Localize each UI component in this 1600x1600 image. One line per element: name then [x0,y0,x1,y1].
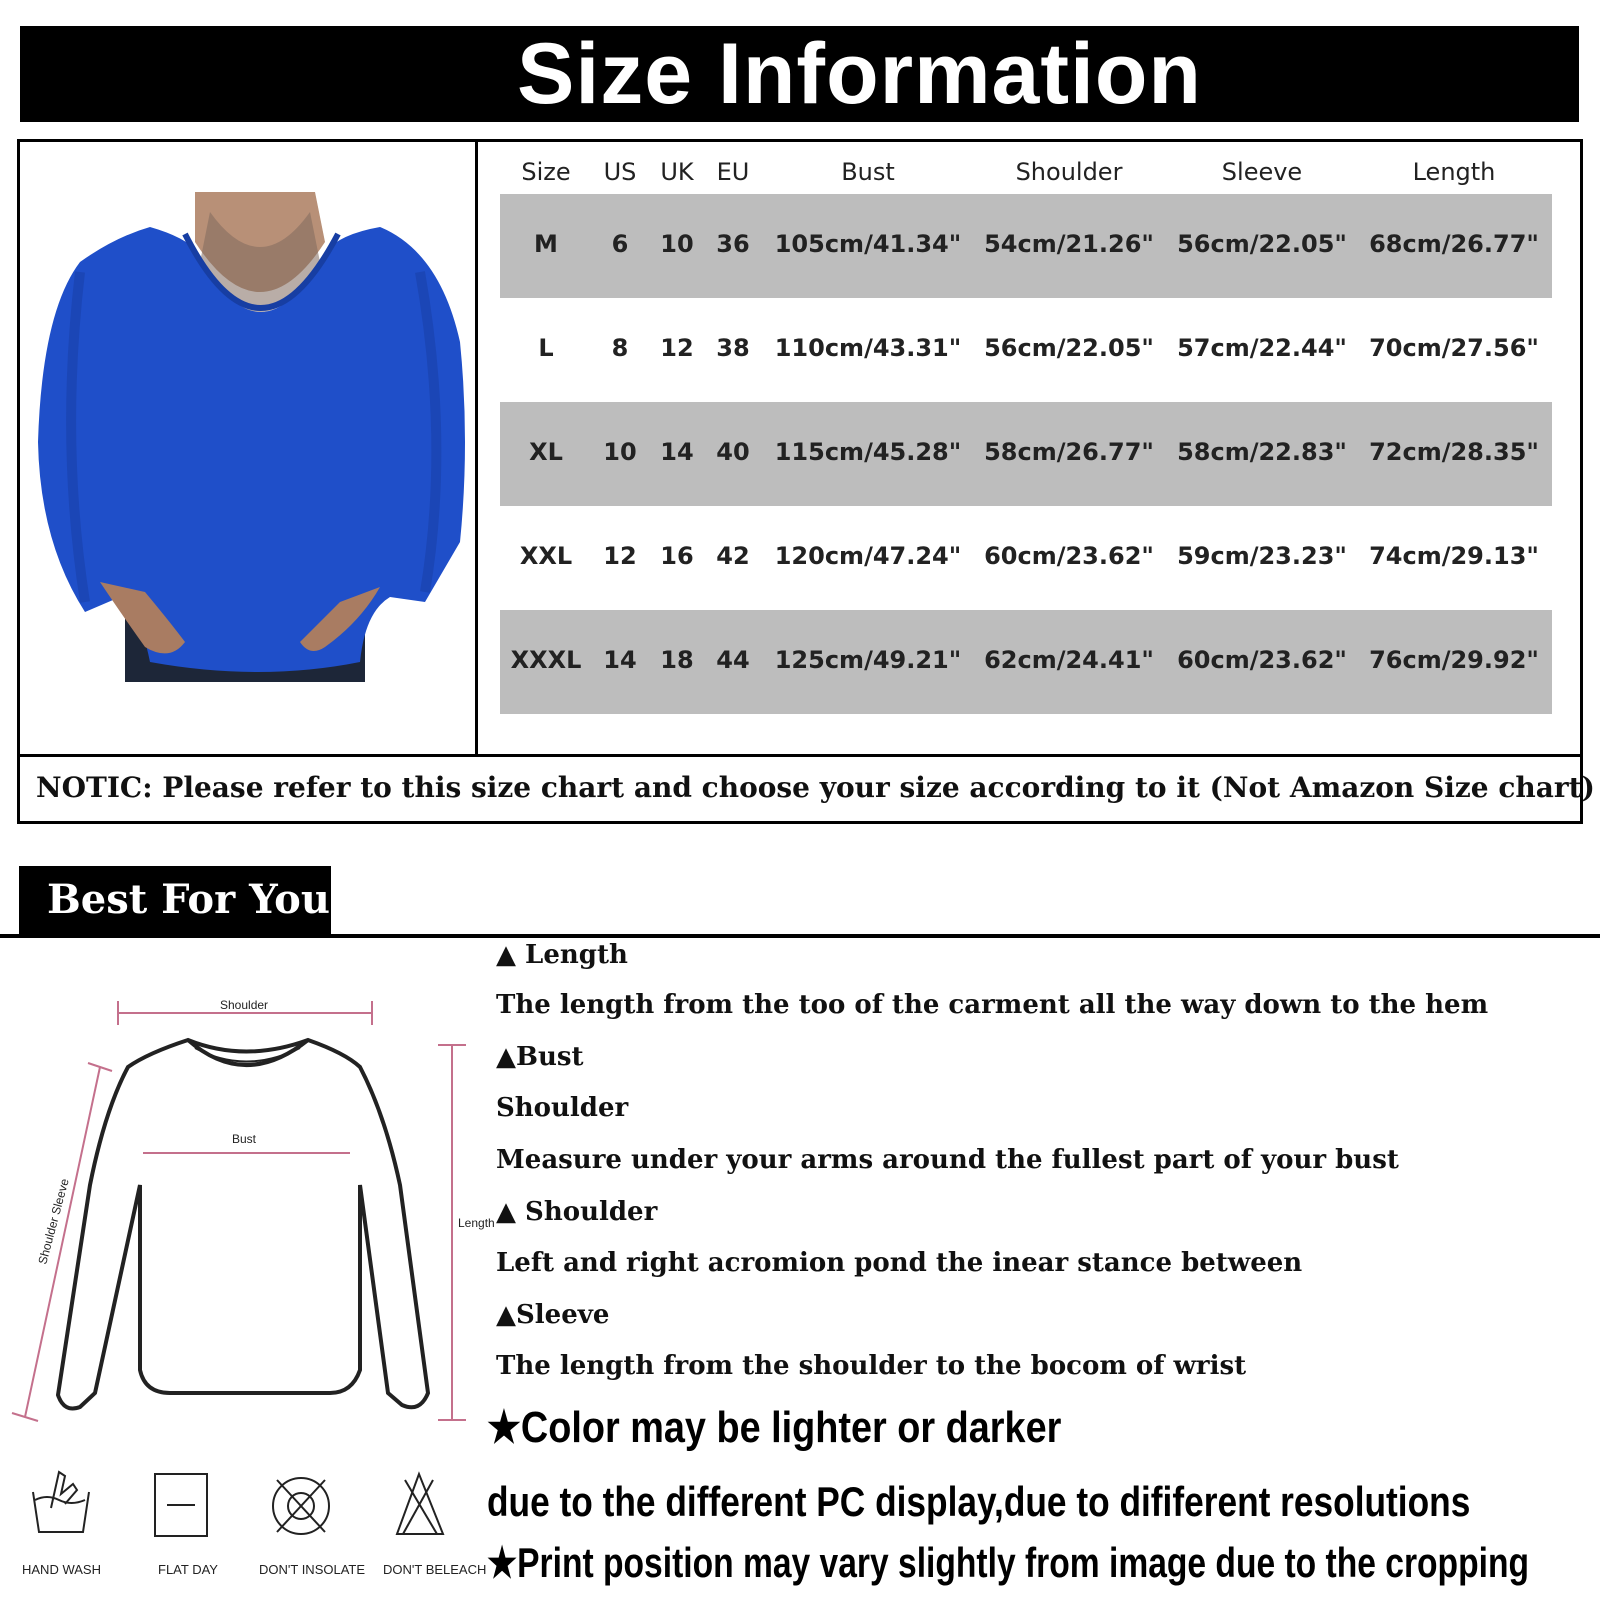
sweater-outline [58,1040,428,1409]
shoulder-diagram-label: Shoulder [220,998,269,1012]
size-notice: NOTIC: Please refer to this size chart and choose your size according to it (Not Amazon Size chart) [36,771,1595,804]
bust-extra-label: Shoulder [496,1093,629,1123]
hand-wash-label: HAND WASH [22,1562,101,1577]
table-cell: 60cm/23.62" [984,542,1154,570]
print-note: ★Print position may vary slightly from image due to the cropping [487,1539,1529,1586]
column-header: Bust [841,158,895,186]
table-cell: 12 [603,542,637,570]
table-cell: 16 [660,542,694,570]
table-cell: 8 [611,334,629,362]
table-cell: 125cm/49.21" [774,646,962,674]
column-header: UK [660,158,694,186]
table-cell: 59cm/23.23" [1177,542,1347,570]
size-table-header [500,152,1552,192]
table-cell: XXL [519,542,573,570]
shoulder-title: ▲ Shoulder [496,1197,658,1227]
color-note: ★Color may be lighter or darker [487,1403,1062,1452]
table-row [500,402,1552,506]
table-cell: M [534,230,558,258]
table-row [500,610,1552,714]
table-cell: 76cm/29.92" [1369,646,1539,674]
page-title: Size Information [517,26,1202,122]
column-header: EU [716,158,750,186]
table-cell: 120cm/47.24" [774,542,962,570]
best-for-you-label: Best For You [47,876,330,923]
sleeve-title: ▲Sleeve [496,1300,610,1330]
table-cell: 54cm/21.26" [984,230,1154,258]
sleeve-diagram-label: Shoulder Sleeve [35,1177,72,1266]
no-bleach-icon [397,1474,443,1534]
table-cell: 57cm/22.44" [1177,334,1347,362]
table-cell: 36 [716,230,750,258]
table-cell: 70cm/27.56" [1369,334,1539,362]
table-cell: 6 [611,230,629,258]
table-cell: 42 [716,542,750,570]
no-sun-label: DON'T INSOLATE [259,1562,366,1577]
care-icons [25,1470,475,1540]
length-title: ▲ Length [496,940,628,970]
table-cell: 58cm/26.77" [984,438,1154,466]
table-cell: 40 [716,438,750,466]
sleeve-description: The length from the shoulder to the bocom of wrist [496,1351,1247,1381]
column-header: US [603,158,637,186]
display-note: due to the different PC display,due to dififerent resolutions [487,1478,1471,1525]
table-row [500,194,1552,298]
flat-dry-icon [155,1474,207,1536]
table-row [500,298,1552,402]
table-cell: 10 [660,230,694,258]
column-header: Length [1412,158,1496,186]
model-sweater-image [20,142,475,754]
table-cell: 44 [716,646,750,674]
title-banner [20,26,1579,122]
table-cell: 68cm/26.77" [1369,230,1539,258]
length-diagram-label: Length [458,1216,495,1230]
no-sun-icon [273,1478,329,1534]
table-cell: 115cm/45.28" [774,438,962,466]
table-cell: 62cm/24.41" [984,646,1154,674]
table-cell: 60cm/23.62" [1177,646,1347,674]
table-cell: XXXL [510,646,582,674]
table-cell: 72cm/28.35" [1369,438,1539,466]
no-bleach-label: DON'T BELEACH [383,1562,487,1577]
table-cell: 56cm/22.05" [984,334,1154,362]
table-cell: 14 [660,438,694,466]
table-cell: XL [529,438,563,466]
table-cell: 74cm/29.13" [1369,542,1539,570]
table-cell: 58cm/22.83" [1177,438,1347,466]
product-photo [20,142,478,754]
notice-row [20,754,1595,821]
shoulder-description: Left and right acromion pond the inear stance between [496,1248,1303,1278]
length-description: The length from the too of the carment all the way down to the hem [496,990,1489,1020]
table-row [500,506,1552,610]
table-cell: 14 [603,646,637,674]
table-cell: 56cm/22.05" [1177,230,1347,258]
table-cell: 105cm/41.34" [774,230,962,258]
flat-dry-label: FLAT DAY [158,1562,218,1577]
table-cell: 38 [716,334,750,362]
column-header: Shoulder [1015,158,1123,186]
hand-wash-icon [33,1472,89,1532]
best-for-you-tag [19,866,331,938]
table-cell: L [538,334,554,362]
table-cell: 10 [603,438,637,466]
bust-diagram-label: Bust [232,1132,257,1146]
table-cell: 12 [660,334,694,362]
table-cell: 110cm/43.31" [774,334,962,362]
column-header: Sleeve [1221,158,1303,186]
table-cell: 18 [660,646,694,674]
measurement-diagram [0,975,495,1435]
column-header: Size [521,158,571,186]
section-divider [0,934,1600,938]
bust-description: Measure under your arms around the fullest part of your bust [496,1145,1399,1175]
bust-title: ▲Bust [496,1042,584,1072]
